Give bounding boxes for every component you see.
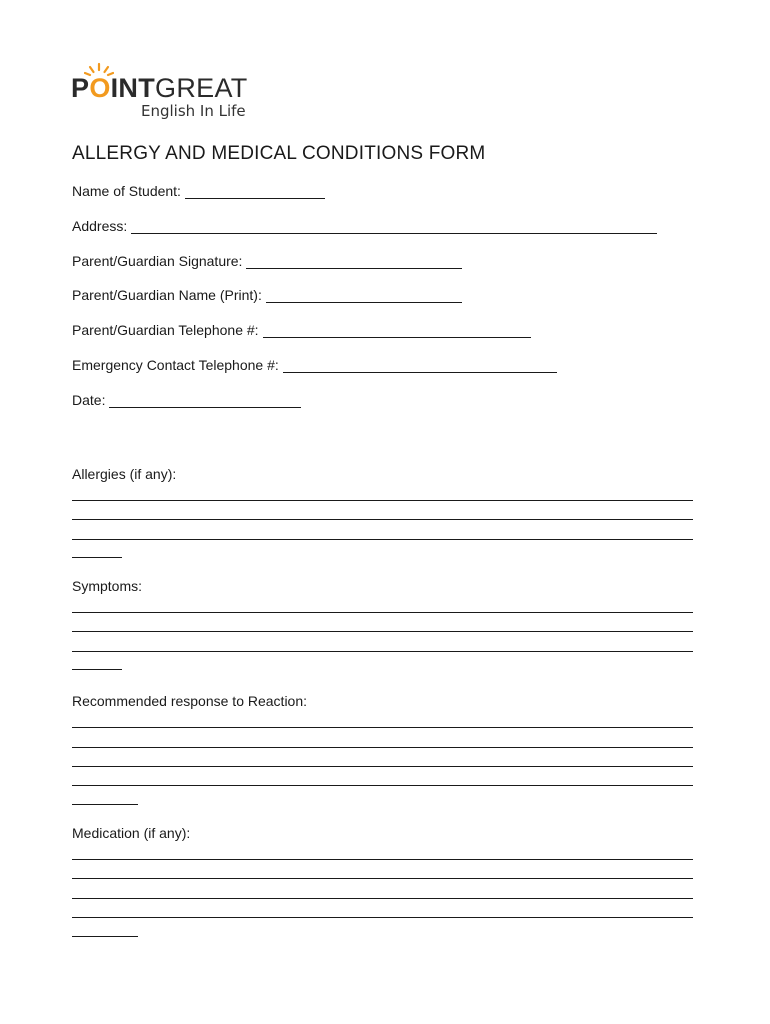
allergies-line[interactable] (72, 500, 693, 501)
guardian-phone-label: Parent/Guardian Telephone #: (72, 322, 259, 338)
guardian-name-field (72, 287, 462, 303)
medication-line-end[interactable] (72, 936, 138, 937)
logo-letters-int: INT (110, 73, 156, 103)
date-label: Date: (72, 392, 106, 408)
symptoms-line[interactable] (72, 651, 693, 652)
medication-line[interactable] (72, 917, 693, 918)
guardian-phone-blank[interactable] (263, 323, 531, 338)
date-field (72, 392, 301, 408)
medication-line[interactable] (72, 878, 693, 879)
emergency-phone-blank[interactable] (283, 358, 557, 373)
guardian-phone-field (72, 322, 531, 338)
guardian-signature-field (72, 253, 462, 269)
student-name-label: Name of Student: (72, 183, 181, 199)
response-line[interactable] (72, 785, 693, 786)
response-heading: Recommended response to Reaction: (72, 693, 308, 709)
address-label: Address: (72, 218, 128, 234)
medication-line[interactable] (72, 859, 693, 860)
logo-tagline: English In Life (141, 102, 246, 120)
emergency-phone-field (72, 357, 557, 373)
guardian-name-label: Parent/Guardian Name (Print): (72, 287, 262, 303)
address-field (72, 218, 657, 234)
response-line[interactable] (72, 747, 693, 748)
response-line-end[interactable] (72, 804, 138, 805)
symptoms-line-end[interactable] (72, 669, 122, 670)
symptoms-heading: Symptoms: (72, 578, 143, 594)
allergies-heading: Allergies (if any): (72, 466, 177, 482)
date-blank[interactable] (109, 393, 301, 408)
medication-line[interactable] (72, 898, 693, 899)
student-name-field (72, 183, 325, 199)
emergency-phone-label: Emergency Contact Telephone #: (72, 357, 279, 373)
response-line[interactable] (72, 766, 693, 767)
allergies-line[interactable] (72, 539, 693, 540)
pointgreat-logo (71, 62, 271, 126)
allergies-line-end[interactable] (72, 557, 122, 558)
form-title: ALLERGY AND MEDICAL CONDITIONS FORM (72, 143, 486, 164)
student-name-blank[interactable] (185, 184, 325, 199)
logo-letter-o: O (89, 73, 111, 103)
guardian-signature-label: Parent/Guardian Signature: (72, 253, 243, 269)
symptoms-line[interactable] (72, 631, 693, 632)
logo-letter-p: P (71, 73, 90, 103)
allergies-line[interactable] (72, 519, 693, 520)
logo-wordmark (71, 73, 248, 103)
guardian-signature-blank[interactable] (246, 254, 462, 269)
response-line[interactable] (72, 727, 693, 728)
logo-letters-great: GREAT (155, 73, 248, 103)
medication-heading: Medication (if any): (72, 825, 191, 841)
address-blank[interactable] (131, 219, 657, 234)
symptoms-line[interactable] (72, 612, 693, 613)
guardian-name-blank[interactable] (266, 288, 462, 303)
